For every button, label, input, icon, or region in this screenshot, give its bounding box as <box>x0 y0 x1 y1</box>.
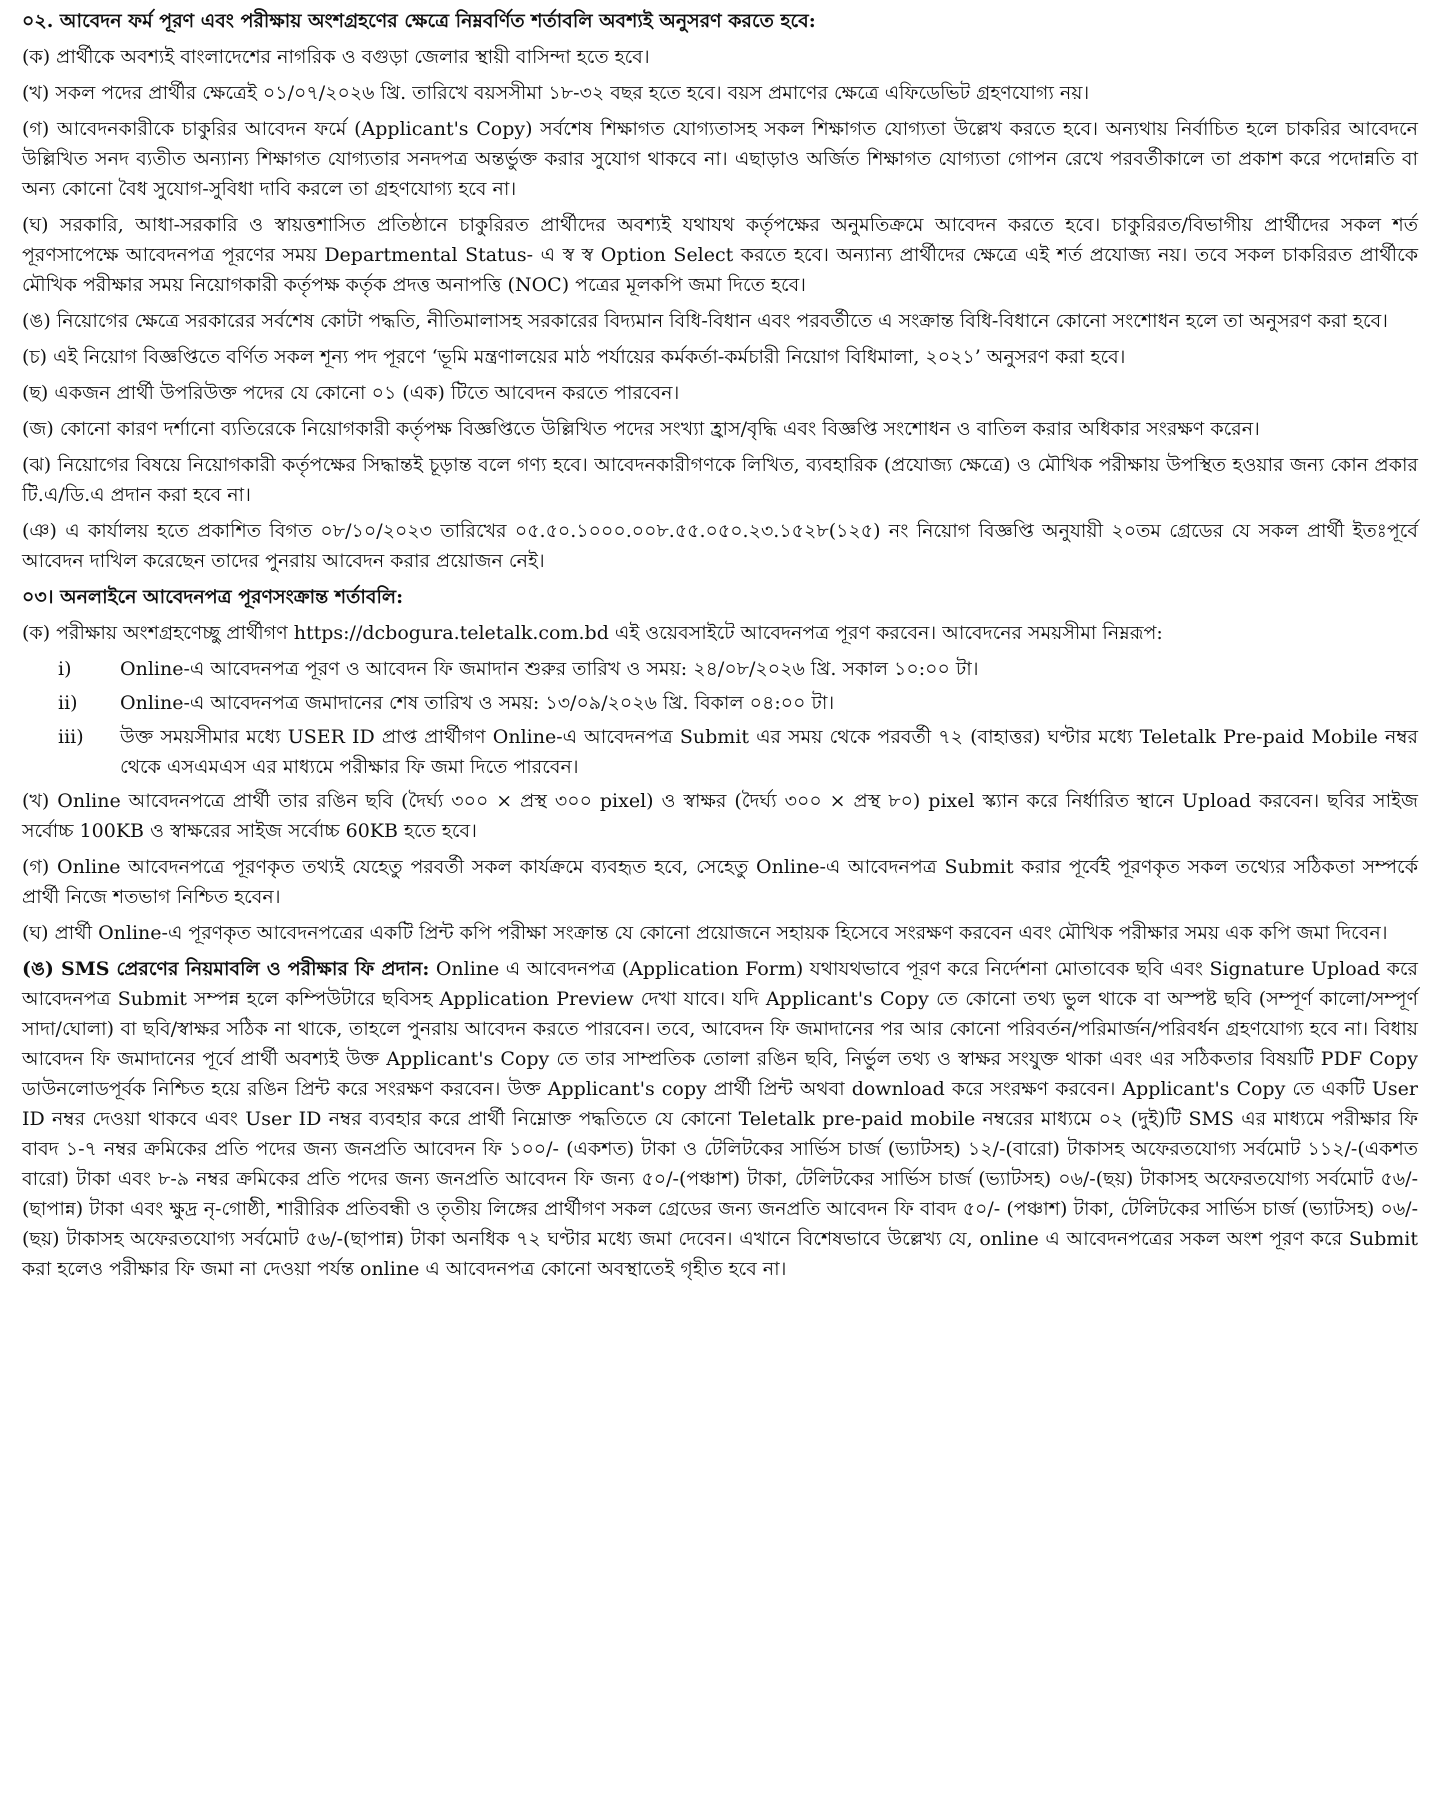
schedule-item-text: Online-এ আবেদনপত্র জমাদানের শেষ তারিখ ও সময়: ১৩/০৯/২০২৬ খ্রি. বিকাল ০৪:০০ টা। <box>120 692 835 714</box>
section-2-heading: ০২. আবেদন ফর্ম পূরণ এবং পরীক্ষায় অংশগ্রহণের ক্ষেত্রে নিম্নবর্ণিত শর্তাবলি অবশ্যই অনুসরণ করতে হবে: <box>22 10 816 32</box>
section-2-item-chha: (ছ) একজন প্রার্থী উপরিউক্ত পদের যে কোনো ০১ (এক) টিতে আবেদন করতে পারবেন। <box>22 382 680 404</box>
section-2-item-jha: (ঝ) নিয়োগের বিষয়ে নিয়োগকারী কর্তৃপক্ষের সিদ্ধান্তই চূড়ান্ত বলে গণ্য হবে। আবেদনকারীগণকে লিখিত, ব্যবহারিক (প্রযোজ্য ক্ষেত্রে) ও মৌখিক পরীক্ষায় উপস্থিত হওয়ার জন্য কোন প্রকার টি.এ/ডি.এ প্রদান করা হবে না। <box>22 454 1418 506</box>
section-2-item-cha: (চ) এই নিয়োগ বিজ্ঞপ্তিতে বর্ণিত সকল শূন্য পদ পূরণে ‘ভূমি মন্ত্রণালয়ের মাঠ পর্যায়ের কর্মকর্তা-কর্মচারী নিয়োগ বিধিমালা, ২০২১’ অনুসরণ করা হবে। <box>22 346 1126 368</box>
section-2-item-ka: (ক) প্রার্থীকে অবশ্যই বাংলাদেশের নাগরিক ও বগুড়া জেলার স্থায়ী বাসিন্দা হতে হবে। <box>22 46 650 68</box>
section-3-item-gha: (ঘ) প্রার্থী Online-এ পূরণকৃত আবেদনপত্রের একটি প্রিন্ট কপি পরীক্ষা সংক্রান্ত যে কোনো প্রয়োজনে সহায়ক হিসেবে সংরক্ষণ করবেন এবং মৌখিক পরীক্ষার সময় এক কপি জমা দিবেন। <box>22 922 1388 944</box>
section-2-item-gha: (ঘ) সরকারি, আধা-সরকারি ও স্বায়ত্তশাসিত প্রতিষ্ঠানে চাকুরিরত প্রার্থীদের অবশ্যই যথাযথ কর্তৃপক্ষের অনুমতিক্রমে আবেদন করতে হবে। চাকুরিরত/বিভাগীয় প্রার্থীদের সকল শর্ত পূরণসাপেক্ষে আবেদনপত্র পূরণের সময় Departmental Status- এ স্ব স্ব Option Select করতে হবে। অন্যান্য প্রার্থীদের ক্ষেত্রে এই শর্ত প্রযোজ্য নয়। তবে সকল চাকরিরত প্রার্থীকে মৌখিক পরীক্ষার সময় নিয়োগকারী কর্তৃপক্ষ কর্তৃক প্রদত্ত অনাপত্তি (NOC) পত্রের মূলকপি জমা দিতে হবে। <box>22 214 1418 296</box>
section-3-item-umo <box>22 954 1418 1284</box>
notice-page <box>22 6 1418 1290</box>
section-3-heading: ০৩। অনলাইনে আবেদনপত্র পূরণসংক্রান্ত শর্তাবলি: <box>22 586 404 608</box>
schedule-item-3 <box>22 722 1418 782</box>
section-3-item-ka: (ক) পরীক্ষায় অংশগ্রহণেচ্ছু প্রার্থীগণ https://dcbogura.teletalk.com.bd এই ওয়েবসাইটে আবেদনপত্র পূরণ করবেন। আবেদনের সময়সীমা নিম্নরূপ: <box>22 622 1163 644</box>
sms-rules-text: Online এ আবেদনপত্র (Application Form) যথাযথভাবে পূরণ করে নির্দেশনা মোতাবেক ছবি এবং Signature Upload করে আবেদনপত্র Submit সম্পন্ন হলে কম্পিউটারে ছবিসহ Application Preview দেখা যাবে। যদি Applicant's Copy তে কোনো তথ্য ভুল থাকে বা অস্পষ্ট ছবি (সম্পূর্ণ কালো/সম্পূর্ণ সাদা/ঘোলা) বা ছবি/স্বাক্ষর সঠিক না থাকে, তাহলে পুনরায় আবেদন করতে পারবেন। তবে, আবেদন ফি জমাদানের পর আর কোনো পরিবর্তন/পরিমার্জন/পরিবর্ধন গ্রহণযোগ্য হবে না। বিধায় আবেদন ফি জমাদানের পূর্বে প্রার্থী অবশ্যই উক্ত Applicant's Copy তে তার সাম্প্রতিক তোলা রঙিন ছবি, নির্ভুল তথ্য ও স্বাক্ষর সংযুক্ত থাকা এবং এর সঠিকতার বিষয়টি PDF Copy ডাউনলোডপূর্বক নিশ্চিত হয়ে রঙিন প্রিন্ট করে সংরক্ষণ করবেন। উক্ত Applicant's copy প্রার্থী প্রিন্ট অথবা download করে সংরক্ষণ করবেন। Applicant's Copy তে একটি User ID নম্বর দেওয়া থাকবে এবং User ID নম্বর ব্যবহার করে প্রার্থী নিম্নোক্ত পদ্ধতিতে যে কোনো Teletalk pre-paid mobile নম্বরের মাধ্যমে ০২ (দুই)টি SMS এর মাধ্যমে পরীক্ষার ফি বাবদ ১-৭ নম্বর ক্রমিকের প্রতি পদের জন্য জনপ্রতি আবেদন ফি ১০০/- (একশত) টাকা ও টেলিটকের সার্ভিস চার্জ (ভ্যাটসহ) ১২/-(বারো) টাকাসহ অফেরতযোগ্য সর্বমোট ১১২/-(একশত বারো) টাকা এবং ৮-৯ নম্বর ক্রমিকের প্রতি পদের জন্য জনপ্রতি আবেদন ফি জন্য ৫০/-(পঞ্চাশ) টাকা, টেলিটকের সার্ভিস চার্জ (ভ্যাটসহ) ০৬/-(ছয়) টাকাসহ অফেরতযোগ্য সর্বমোট ৫৬/-(ছাপান্ন) টাকা এবং ক্ষুদ্র নৃ-গোষ্ঠী, শারীরিক প্রতিবন্ধী ও তৃতীয় লিঙ্গের প্রার্থীগণ সকল গ্রেডের জন্য জনপ্রতি আবেদন ফি বাবদ ৫০/- (পঞ্চাশ) টাকা, টেলিটকের সার্ভিস চার্জ (ভ্যাটসহ) ০৬/-(ছয়) টাকাসহ অফেরতযোগ্য সর্বমোট ৫৬/-(ছাপান্ন) টাকা অনধিক ৭২ ঘণ্টার মধ্যে জমা দেবেন। এখানে বিশেষভাবে উল্লেখ্য যে, online এ আবেদনপত্রের সকল অংশ পূরণ করে Submit করা হলেও পরীক্ষার ফি জমা না দেওয়া পর্যন্ত online এ আবেদনপত্র কোনো অবস্থাতেই গৃহীত হবে না। <box>22 958 1418 1280</box>
schedule-item-text: উক্ত সময়সীমার মধ্যে USER ID প্রাপ্ত প্রার্থীগণ Online-এ আবেদনপত্র Submit এর সময় থেকে পরবর্তী ৭২ (বাহাত্তর) ঘণ্টার মধ্যে Teletalk Pre-paid Mobile নম্বর থেকে এসএমএস এর মাধ্যমে পরীক্ষার ফি জমা দিতে পারবেন। <box>120 726 1418 778</box>
schedule-item-number: iii) <box>58 726 84 748</box>
sms-rules-label: (ঙ) SMS প্রেরণের নিয়মাবলি ও পরীক্ষার ফি প্রদান: <box>22 958 430 980</box>
section-3-item-ga: (গ) Online আবেদনপত্রে পূরণকৃত তথ্যই যেহেতু পরবর্তী সকল কার্যক্রমে ব্যবহৃত হবে, সেহেতু Online-এ আবেদনপত্র Submit করার পূর্বেই পূরণকৃত সকল তথ্যের সঠিকতা সম্পর্কে প্রার্থী নিজে শতভাগ নিশ্চিত হবেন। <box>22 856 1418 908</box>
section-2-item-yo: (ঞ) এ কার্যালয় হতে প্রকাশিত বিগত ০৮/১০/২০২৩ তারিখের ০৫.৫০.১০০০.০০৮.৫৫.০৫০.২৩.১৫২৮(১২৫) নং নিয়োগ বিজ্ঞপ্তি অনুযায়ী ২০তম গ্রেডের যে সকল প্রার্থী ইতঃপূর্বে আবেদন দাখিল করেছেন তাদের পুনরায় আবেদন করার প্রয়োজন নেই। <box>22 520 1418 572</box>
schedule-item-1 <box>22 654 1418 684</box>
schedule-item-number: i) <box>58 658 72 680</box>
section-3-item-kha: (খ) Online আবেদনপত্রে প্রার্থী তার রঙিন ছবি (দৈর্ঘ্য ৩০০ × প্রস্থ ৩০০ pixel) ও স্বাক্ষর (দৈর্ঘ্য ৩০০ × প্রস্থ ৮০) pixel স্ক্যান করে নির্ধারিত স্থানে Upload করবেন। ছবির সাইজ সর্বোচ্চ 100KB ও স্বাক্ষরের সাইজ সর্বোচ্চ 60KB হতে হবে। <box>22 790 1418 842</box>
section-2-item-ga: (গ) আবেদনকারীকে চাকুরির আবেদন ফর্মে (Applicant's Copy) সর্বশেষ শিক্ষাগত যোগ্যতাসহ সকল শিক্ষাগত যোগ্যতা উল্লেখ করতে হবে। অন্যথায় নির্বাচিত হলে চাকরির আবেদনে উল্লিখিত সনদ ব্যতীত অন্যান্য শিক্ষাগত যোগ্যতার সনদপত্র অন্তর্ভুক্ত করার সুযোগ থাকবে না। এছাড়াও অর্জিত শিক্ষাগত যোগ্যতা গোপন রেখে পরবর্তীকালে তা প্রকাশ করে পদোন্নতি বা অন্য কোনো বৈধ সুযোগ-সুবিধা দাবি করলে তা গ্রহণযোগ্য হবে না। <box>22 118 1418 200</box>
schedule-item-text: Online-এ আবেদনপত্র পূরণ ও আবেদন ফি জমাদান শুরুর তারিখ ও সময়: ২৪/০৮/২০২৬ খ্রি. সকাল ১০:০০ টা। <box>120 658 979 680</box>
section-2-item-ja: (জ) কোনো কারণ দর্শানো ব্যতিরেকে নিয়োগকারী কর্তৃপক্ষ বিজ্ঞপ্তিতে উল্লিখিত পদের সংখ্যা হ্রাস/বৃদ্ধি এবং বিজ্ঞপ্তি সংশোধন ও বাতিল করার অধিকার সংরক্ষণ করেন। <box>22 418 1260 440</box>
schedule-item-number: ii) <box>58 692 78 714</box>
section-2-item-kha: (খ) সকল পদের প্রার্থীর ক্ষেত্রেই ০১/০৭/২০২৬ খ্রি. তারিখে বয়সসীমা ১৮-৩২ বছর হতে হবে। বয়স প্রমাণের ক্ষেত্রে এফিডেভিট গ্রহণযোগ্য নয়। <box>22 82 1090 104</box>
section-2-item-umo: (ঙ) নিয়োগের ক্ষেত্রে সরকারের সর্বশেষ কোটা পদ্ধতি, নীতিমালাসহ সরকারের বিদ্যমান বিধি-বিধান এবং পরবর্তীতে এ সংক্রান্ত বিধি-বিধানে কোনো সংশোধন হলে তা অনুসরণ করা হবে। <box>22 310 1388 332</box>
schedule-item-2 <box>22 688 1418 718</box>
